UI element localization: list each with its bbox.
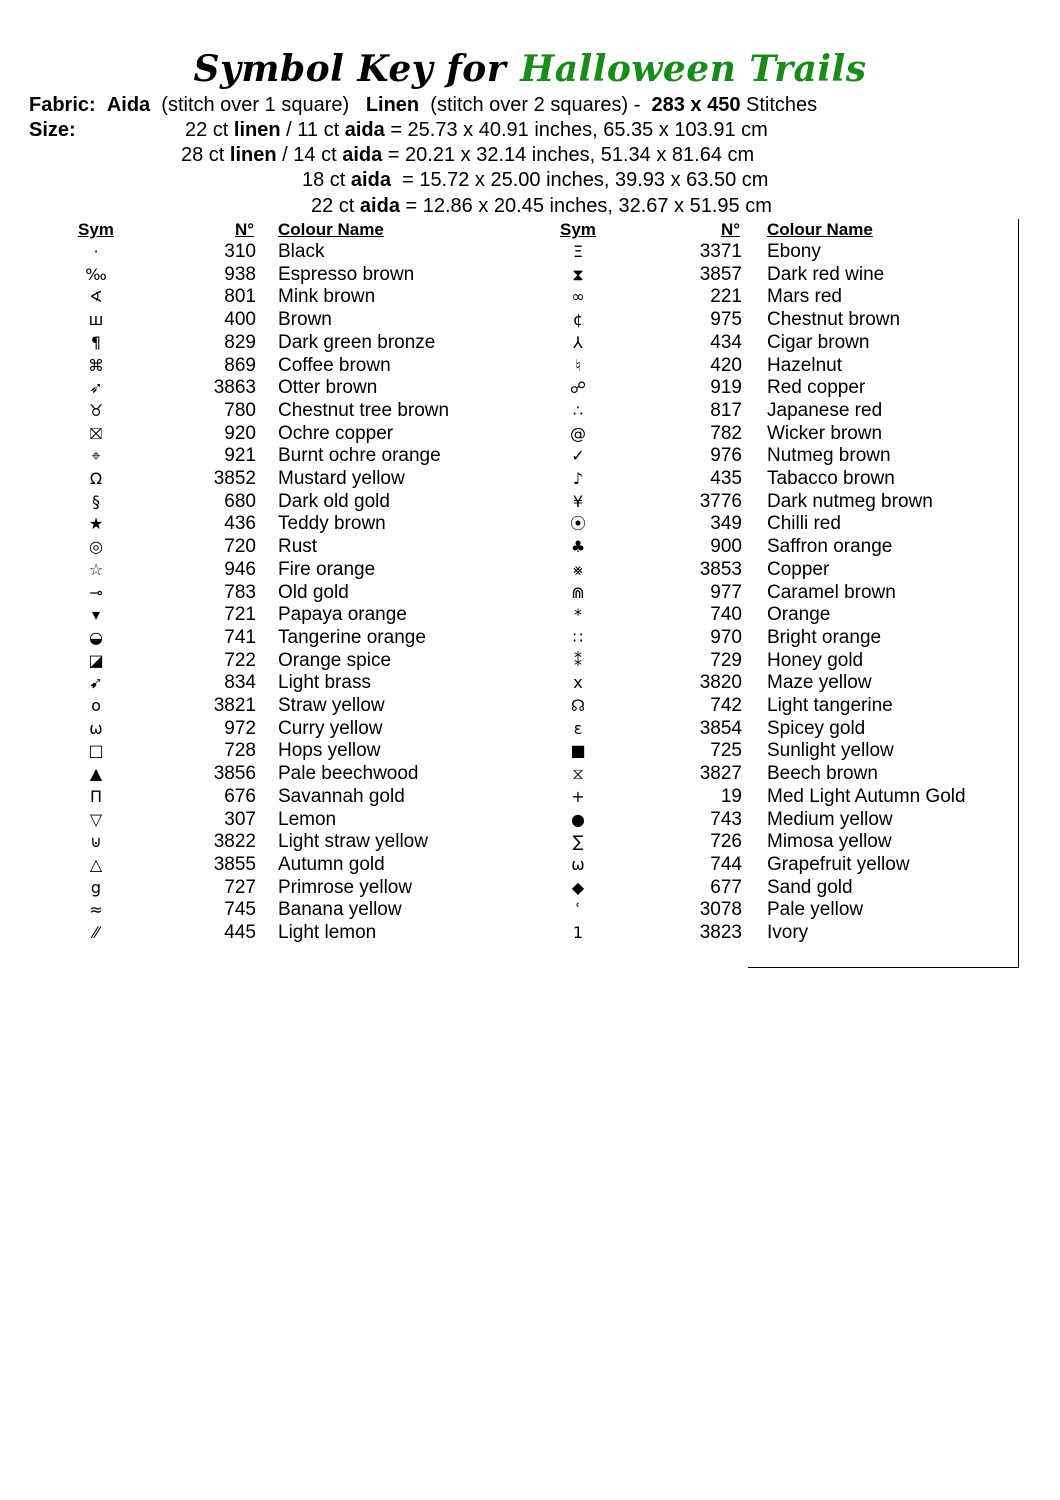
symbol-glyph: ⊍: [90, 832, 102, 852]
thread-number: 977: [710, 581, 742, 603]
colour-name: Maze yellow: [767, 672, 872, 694]
symbol-glyph: ω: [89, 718, 103, 738]
thread-number: 972: [224, 717, 256, 739]
symbol-glyph: ∞: [571, 287, 585, 307]
symbol-glyph: ▽: [89, 809, 103, 829]
symbol-glyph: ◪: [88, 650, 104, 670]
colour-name: Mustard yellow: [278, 468, 405, 489]
symbol-glyph: ⋒: [571, 582, 585, 602]
size-linen: linen: [229, 144, 277, 166]
colour-name: Caramel brown: [767, 581, 896, 603]
symbol-glyph: Ξ: [572, 242, 584, 261]
colour-name: Dark red wine: [767, 263, 885, 285]
thread-number: 744: [710, 853, 742, 875]
symbol-glyph: ·: [93, 242, 99, 261]
thread-number: 3823: [699, 922, 742, 943]
thread-number: 725: [710, 740, 742, 762]
symbol-glyph: *: [574, 605, 582, 625]
thread-number: 221: [710, 286, 742, 308]
symbol-glyph: ♉: [88, 400, 104, 420]
colour-name: Cigar brown: [767, 331, 870, 353]
symbol-glyph: Π: [89, 786, 103, 806]
colour-name: Light straw yellow: [278, 831, 428, 853]
symbol-glyph: ☊: [570, 696, 586, 715]
colour-name: Nutmeg brown: [767, 445, 891, 467]
symbol-glyph: ‰: [85, 264, 107, 284]
thread-number: 745: [224, 899, 256, 921]
colour-name: Tangerine orange: [278, 626, 426, 648]
symbol-glyph: ⧗: [572, 264, 584, 284]
thread-number: 3854: [699, 717, 742, 739]
size-ct: 28 ct: [181, 144, 225, 166]
colour-name: Medium yellow: [767, 808, 893, 830]
thread-number: 680: [224, 490, 256, 512]
thread-number: 3371: [699, 241, 742, 262]
symbol-glyph: ε: [573, 718, 583, 738]
colour-name: Primrose yellow: [278, 876, 413, 898]
symbol-glyph: ☍: [569, 378, 587, 398]
thread-number: 3827: [699, 763, 742, 785]
colour-name: Banana yellow: [278, 899, 402, 921]
thread-number: 3078: [699, 899, 742, 921]
colour-name: Orange: [767, 604, 831, 626]
symbol-glyph: □: [88, 741, 104, 761]
colour-name: Dark old gold: [278, 490, 390, 512]
symbol-glyph: ∴: [572, 400, 584, 420]
thread-number: 938: [224, 263, 256, 285]
colour-name: Espresso brown: [278, 263, 415, 285]
table-bottom-rule: [748, 967, 1019, 968]
symbol-glyph: ➹: [89, 673, 103, 693]
size-dims: = 20.21 x 32.14 inches, 51.34 x 81.64 cm: [387, 144, 755, 166]
symbol-glyph: ⁄⁄: [93, 923, 99, 942]
size-line-1: [29, 118, 768, 143]
thread-number: 976: [710, 445, 742, 467]
colour-name: Chestnut brown: [767, 309, 901, 331]
fabric-linen: Linen: [365, 94, 420, 116]
fabric-line: [29, 93, 817, 118]
size-aida: aida: [350, 169, 391, 191]
colour-name: Med Light Autumn Gold: [767, 785, 966, 807]
symbol-glyph: 1: [572, 923, 584, 942]
symbol-glyph: ●: [571, 809, 585, 829]
size-ct2: / 14 ct: [282, 144, 337, 166]
symbol-glyph: ➶: [89, 378, 103, 398]
thread-number: 728: [224, 740, 256, 762]
colour-name: Orange spice: [278, 649, 392, 671]
thread-number: 445: [224, 922, 256, 943]
thread-number: 420: [710, 354, 742, 376]
thread-number: 729: [710, 649, 742, 671]
colour-name: Coffee brown: [278, 354, 391, 376]
colour-name: Rust: [278, 536, 318, 558]
thread-number: 742: [710, 695, 742, 716]
colour-name: Burnt ochre orange: [278, 445, 441, 467]
title-pattern-name: Halloween Trails: [520, 48, 867, 90]
fabric-aida-note: (stitch over 1 square): [161, 94, 350, 116]
symbol-glyph: ⨳: [573, 559, 583, 579]
colour-name: Sunlight yellow: [767, 740, 894, 762]
thread-number: 3821: [213, 695, 256, 716]
symbol-glyph: ∷: [572, 627, 584, 647]
colour-name: Savannah gold: [278, 785, 405, 807]
thread-number: 400: [224, 309, 256, 331]
thread-number: 900: [710, 536, 742, 558]
thread-number: 3863: [213, 377, 256, 399]
thread-number: 727: [224, 876, 256, 898]
colour-name: Spicey gold: [767, 717, 866, 739]
symbol-glyph: ☆: [88, 559, 104, 579]
symbol-glyph: ⌘: [88, 355, 104, 375]
symbol-glyph: ♮: [575, 355, 581, 375]
colour-name: Mimosa yellow: [767, 831, 892, 853]
symbol-glyph: ⧖: [572, 764, 584, 784]
thread-number: 720: [224, 536, 256, 558]
symbol-glyph: ▲: [89, 764, 103, 784]
thread-number: 919: [710, 377, 742, 399]
colour-name: Autumn gold: [278, 853, 385, 875]
symbol-glyph: g: [90, 877, 102, 897]
colour-name: Mars red: [767, 286, 842, 308]
colour-name: Grapefruit yellow: [767, 853, 910, 875]
thread-number: 3822: [213, 831, 256, 853]
size-ct: 18 ct: [302, 169, 346, 191]
size-aida: aida: [342, 144, 383, 166]
colour-name: Fire orange: [278, 558, 376, 580]
size-line-2: [181, 143, 754, 168]
thread-number: 3820: [699, 672, 742, 694]
symbol-glyph: ʿ: [575, 900, 581, 920]
colour-name: Lemon: [278, 808, 337, 830]
thread-number: 741: [224, 626, 256, 648]
symbol-glyph: ш: [88, 310, 104, 330]
colour-name: Mink brown: [278, 286, 376, 308]
symbol-glyph: ◎: [89, 537, 103, 557]
thread-number: 436: [224, 513, 256, 535]
colour-name: Brown: [278, 309, 332, 331]
header-sym: Sym: [78, 220, 114, 239]
size-dims: = 15.72 x 25.00 inches, 39.93 x 63.50 cm: [402, 169, 769, 191]
thread-number: 677: [710, 876, 742, 898]
colour-name: Copper: [767, 558, 830, 580]
colour-name: Papaya orange: [278, 604, 407, 626]
header-num: N°: [235, 220, 255, 239]
thread-number: 975: [710, 309, 742, 331]
thread-number: 829: [224, 331, 256, 353]
table-right-border: [1018, 219, 1019, 968]
colour-name: Bright orange: [767, 626, 882, 648]
thread-number: 834: [224, 672, 256, 694]
symbol-glyph: ★: [88, 514, 104, 534]
thread-number: 801: [224, 286, 256, 308]
colour-name: Red copper: [767, 377, 866, 399]
symbol-glyph: @: [570, 423, 586, 443]
colour-name: Otter brown: [278, 377, 378, 399]
stitch-word: Stitches: [746, 94, 818, 116]
thread-number: 783: [224, 581, 256, 603]
header-num: N°: [721, 220, 741, 239]
thread-number: 921: [224, 445, 256, 467]
colour-name: Pale yellow: [767, 899, 864, 921]
symbol-glyph: +: [571, 786, 585, 806]
symbol-glyph: Ω: [89, 469, 103, 488]
thread-number: 817: [710, 399, 742, 421]
symbol-glyph: ⛝: [89, 423, 103, 443]
colour-name: Saffron orange: [767, 536, 893, 558]
fabric-linen-note: (stitch over 2 squares) -: [430, 94, 641, 116]
symbol-glyph: ≈: [89, 900, 103, 920]
size-dims: = 25.73 x 40.91 inches, 65.35 x 103.91 cm: [390, 119, 768, 141]
colour-name: Straw yellow: [278, 695, 385, 716]
symbol-glyph: ⦿: [569, 514, 586, 534]
colour-name: Hazelnut: [767, 354, 842, 376]
thread-number: 721: [224, 604, 256, 626]
title-prefix: Symbol Key for: [193, 48, 507, 90]
thread-number: 920: [224, 422, 256, 444]
colour-name: Teddy brown: [278, 513, 386, 535]
symbol-glyph: ⅄: [573, 332, 583, 352]
colour-name: Tabacco brown: [767, 468, 895, 489]
thread-number: 970: [710, 626, 742, 648]
colour-name: Hops yellow: [278, 740, 381, 762]
thread-number: 946: [224, 558, 256, 580]
colour-name: Black: [278, 241, 325, 262]
symbol-glyph: ∑: [572, 832, 584, 852]
symbol-glyph: ■: [570, 741, 586, 761]
symbol-glyph: ⊸: [89, 582, 103, 602]
colour-name: Light tangerine: [767, 695, 893, 716]
symbol-glyph: x: [573, 673, 583, 693]
symbol-glyph: ¢: [572, 310, 584, 330]
thread-number: 3776: [699, 490, 742, 512]
thread-number: 3857: [699, 263, 742, 285]
colour-name: Curry yellow: [278, 717, 383, 739]
fabric-aida: Aida: [106, 94, 151, 116]
symbol-glyph: ω: [571, 854, 585, 874]
thread-number: 780: [224, 399, 256, 421]
thread-number: 3853: [699, 558, 742, 580]
thread-number: 3855: [213, 853, 256, 875]
symbol-glyph: ✓: [571, 446, 585, 466]
symbol-glyph: ◆: [571, 877, 585, 897]
symbol-glyph: ♪: [572, 469, 584, 488]
size-line-4: [311, 194, 772, 219]
colour-name: Honey gold: [767, 649, 864, 671]
header-colour-name: Colour Name: [767, 220, 873, 239]
page-title: [0, 44, 1060, 94]
thread-number: 19: [720, 785, 742, 807]
size-ct: 22 ct: [311, 195, 355, 217]
symbol-glyph: ⁑: [574, 650, 582, 670]
size-ct2: / 11 ct: [286, 119, 340, 141]
size-dims: = 12.86 x 20.45 inches, 32.67 x 51.95 cm: [405, 195, 772, 217]
symbol-glyph: ∢: [89, 287, 103, 307]
size-aida: aida: [344, 119, 385, 141]
colour-name: Sand gold: [767, 876, 853, 898]
thread-number: 3852: [213, 468, 256, 489]
colour-name: Light brass: [278, 672, 371, 694]
colour-name: Chestnut tree brown: [278, 399, 450, 421]
colour-name: Wicker brown: [767, 422, 883, 444]
colour-name: Pale beechwood: [278, 763, 419, 785]
thread-number: 869: [224, 354, 256, 376]
colour-name: Chilli red: [767, 513, 841, 535]
size-label: Size:: [29, 119, 76, 141]
header-sym: Sym: [560, 220, 596, 239]
thread-number: 307: [224, 808, 256, 830]
colour-name: Japanese red: [767, 399, 883, 421]
thread-number: 349: [710, 513, 742, 535]
symbol-glyph: ⌖: [91, 446, 101, 466]
size-ct: 22 ct: [185, 119, 229, 141]
symbol-glyph: △: [89, 854, 103, 874]
colour-name: Beech brown: [767, 763, 878, 785]
thread-number: 782: [710, 422, 742, 444]
thread-number: 435: [710, 468, 742, 489]
colour-name: Old gold: [278, 581, 349, 603]
size-linen: linen: [233, 119, 281, 141]
thread-number: 310: [224, 241, 256, 262]
thread-number: 3856: [213, 763, 256, 785]
header-colour-name: Colour Name: [278, 220, 384, 239]
colour-name: Light lemon: [278, 922, 377, 943]
thread-number: 434: [710, 331, 742, 353]
symbol-glyph: ¥: [572, 491, 584, 511]
colour-name: Dark green bronze: [278, 331, 436, 353]
symbol-glyph: ¶: [90, 332, 102, 352]
colour-name: Ochre copper: [278, 422, 394, 444]
thread-number: 740: [710, 604, 742, 626]
fabric-label: Fabric:: [29, 94, 96, 116]
symbol-glyph: o: [91, 696, 101, 715]
size-line-3: [302, 168, 768, 193]
size-aida: aida: [359, 195, 400, 217]
symbol-glyph: ◒: [89, 627, 103, 647]
thread-number: 676: [224, 785, 256, 807]
colour-name: Ivory: [767, 922, 809, 943]
colour-name: Dark nutmeg brown: [767, 490, 933, 512]
symbol-glyph: ♣: [570, 537, 586, 557]
thread-number: 722: [224, 649, 256, 671]
thread-number: 743: [710, 808, 742, 830]
colour-name: Ebony: [767, 241, 821, 262]
stitch-count: 283 x 450: [651, 94, 741, 116]
symbol-glyph: §: [92, 491, 100, 511]
symbol-glyph: ▾: [91, 605, 101, 625]
thread-number: 726: [710, 831, 742, 853]
